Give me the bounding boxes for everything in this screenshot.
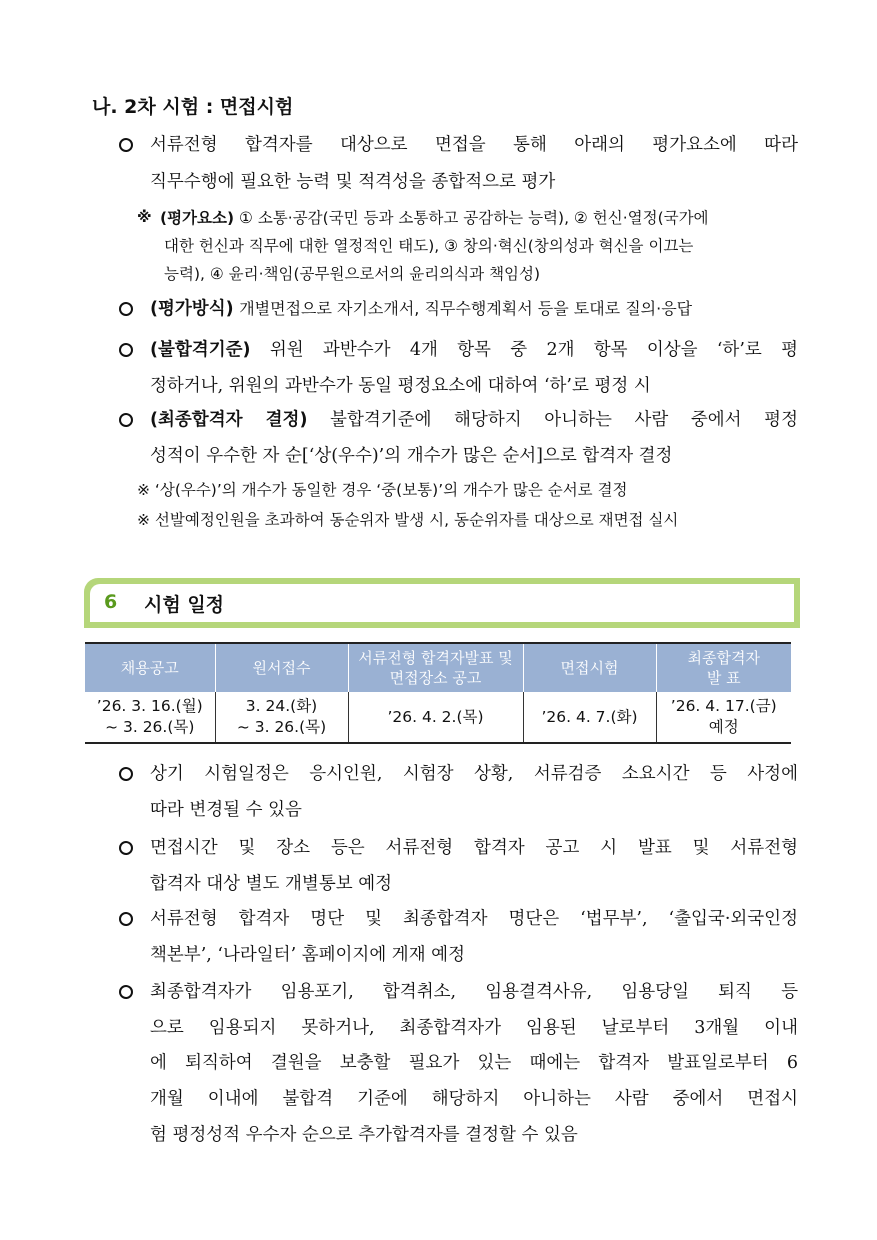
section-banner	[84, 578, 800, 628]
header-announcement: 채용공고	[85, 643, 215, 692]
notice-line: 험 평정성적 우수자 순으로 추가합격자를 결정할 수 있음	[150, 1125, 578, 1145]
notice-line: 면접시간 및 장소 등은 서류전형 합격자 공고 시 발표 및 서류전형	[150, 838, 798, 858]
paragraph-line: 정하거나, 위원의 과반수가 동일 평정요소에 대하여 ‘하’로 평정 시	[150, 376, 651, 396]
paragraph-line: 직무수행에 필요한 능력 및 적격성을 종합적으로 평가	[150, 172, 556, 192]
notice-line: 상기 시험일정은 응시인원, 시험장 상황, 서류검증 소요시간 등 사정에	[150, 764, 798, 784]
section-title: 시험 일정	[144, 594, 225, 616]
header-document-result: 서류전형 합격자발표 및 면접장소 공고	[348, 643, 523, 692]
notice-line: 최종합격자가 임용포기, 합격취소, 임용결격사유, 임용당일 퇴직 등	[150, 982, 798, 1002]
note-label: (평가요소)	[160, 209, 235, 227]
table-row	[85, 692, 791, 743]
header-final-result: 최종합격자 발 표	[656, 643, 791, 692]
notice-line: 책본부’, ‘나라일터’ 홈페이지에 게재 예정	[150, 945, 465, 965]
notice-line: 개월 이내에 불합격 기준에 해당하지 아니하는 사람 중에서 면접시	[150, 1089, 798, 1109]
reinterview-note: ※ 선발예정인원을 초과하여 동순위자 발생 시, 동순위자를 대상으로 재면접 실시	[137, 511, 679, 529]
section-heading-interview: 나. 2차 시험 : 면접시험	[92, 96, 294, 118]
circle-bullet-icon	[119, 841, 133, 855]
paragraph-line: 성적이 우수한 자 순[‘상(우수)’의 개수가 많은 순서]으로 합격자 결정	[150, 446, 673, 466]
section-number: 6	[104, 591, 118, 613]
paragraph-line	[150, 297, 692, 321]
tie-break-note: ※ ‘상(우수)’의 개수가 동일한 경우 ‘중(보통)’의 개수가 많은 순서로 결정	[137, 481, 628, 499]
final-decision-text: 불합격기준에 해당하지 아니하는 사람 중에서 평정	[330, 410, 798, 430]
final-decision-label: (최종합격자 결정)	[150, 410, 308, 430]
cell-announcement-date: ’26. 3. 16.(월) ~ 3. 26.(목)	[85, 692, 215, 743]
circle-bullet-icon	[119, 767, 133, 781]
header-application: 원서접수	[215, 643, 348, 692]
fail-criteria-label: (불합격기준)	[150, 340, 251, 360]
cell-final-result-date: ’26. 4. 17.(금) 예정	[656, 692, 791, 743]
circle-bullet-icon	[119, 138, 133, 152]
note-line: 대한 헌신과 직무에 대한 열정적인 태도), ③ 창의·혁신(창의성과 혁신을 이끄는	[164, 237, 694, 255]
circle-bullet-icon	[119, 985, 133, 999]
paragraph-line: 서류전형 합격자를 대상으로 면접을 통해 아래의 평가요소에 따라	[150, 135, 798, 155]
schedule-table	[85, 642, 791, 744]
notice-line: 으로 임용되지 못하거나, 최종합격자가 임용된 날로부터 3개월 이내	[150, 1018, 798, 1038]
table-header-row	[85, 643, 791, 692]
notice-line: 합격자 대상 별도 개별통보 예정	[150, 874, 393, 894]
circle-bullet-icon	[119, 912, 133, 926]
cell-document-result-date: ’26. 4. 2.(목)	[348, 692, 523, 743]
note-line	[160, 206, 709, 230]
evaluation-method-text: 개별면접으로 자기소개서, 직무수행계획서 등을 토대로 질의·응답	[239, 299, 693, 318]
paragraph-line	[150, 338, 798, 362]
note-text: ① 소통·공감(국민 등과 소통하고 공감하는 능력), ② 헌신·열정(국가에	[239, 209, 709, 227]
header-interview: 면접시험	[523, 643, 656, 692]
notice-line: 에 퇴직하여 결원을 보충할 필요가 있는 때에는 합격자 발표일로부터 6	[150, 1053, 798, 1073]
circle-bullet-icon	[119, 413, 133, 427]
circle-bullet-icon	[119, 302, 133, 316]
circle-bullet-icon	[119, 343, 133, 357]
notice-line: 서류전형 합격자 명단 및 최종합격자 명단은 ‘법무부’, ‘출입국·외국인정	[150, 909, 798, 929]
note-line: 능력), ④ 윤리·책임(공무원으로서의 윤리의식과 책임성)	[164, 265, 541, 283]
paragraph-line	[150, 408, 798, 432]
reference-mark-icon: ※	[137, 208, 152, 226]
notice-line: 따라 변경될 수 있음	[150, 800, 302, 820]
cell-application-date: 3. 24.(화) ~ 3. 26.(목)	[215, 692, 348, 743]
evaluation-method-label: (평가방식)	[150, 299, 234, 319]
fail-criteria-text: 위원 과반수가 4개 항목 중 2개 항목 이상을 ‘하’로 평	[269, 340, 798, 360]
cell-interview-date: ’26. 4. 7.(화)	[523, 692, 656, 743]
